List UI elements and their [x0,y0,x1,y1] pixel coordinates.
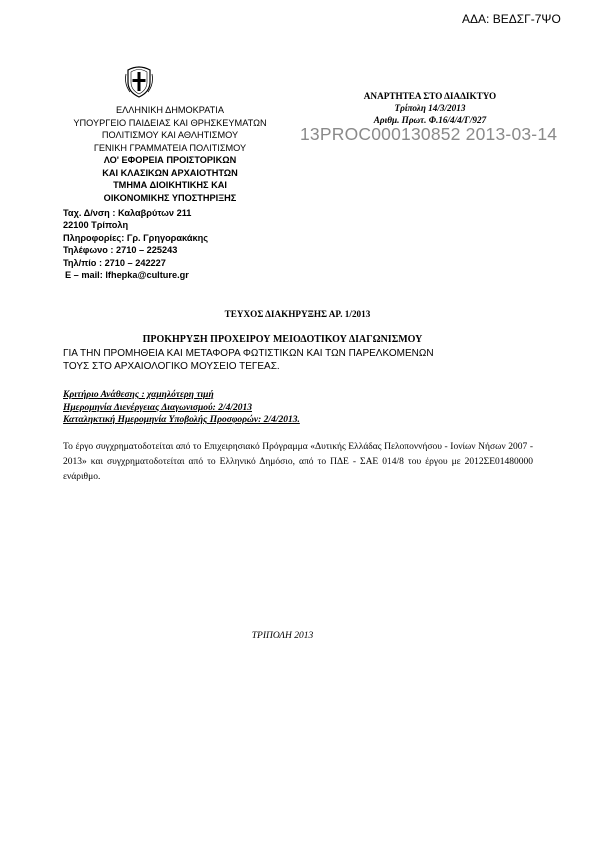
contact-phone: Τηλέφωνο : 2710 – 225243 [63,245,178,256]
header-bold-line: ΤΜΗΜΑ ΔΙΟΙΚΗΤΙΚΗΣ ΚΑΙ [113,180,227,190]
contact-address: Ταχ. Δ/νση : Καλαβρύτων 211 [63,208,192,218]
header-bold-line: ΟΙΚΟΝΟΜΙΚΗΣ ΥΠΟΣΤΗΡΙΞΗΣ [103,192,237,203]
award-criterion: Κριτήριο Ανάθεσης : χαμηλότερη τιμή [63,390,214,400]
tender-date: Ημερομηνία Διενέργειας Διαγωνισμού: 2/4/2013 [63,402,252,413]
subject-block [63,347,533,373]
contact-email: E – mail: lfhepka@culture.gr [65,270,189,281]
contact-fax: Τηλ/πίο : 2710 – 242227 [63,257,166,268]
header-line: ΓΕΝΙΚΗ ΓΡΑΜΜΑΤΕΙΑ ΠΟΛΙΤΙΣΜΟΥ [93,142,247,153]
posting-header [320,90,540,126]
header-line: ΥΠΟΥΡΓΕΙΟ ΠΑΙΔΕΙΑΣ ΚΑΙ ΘΡΗΣΚΕΥΜΑΤΩΝ [73,117,267,128]
document-date: Τρίπολη 14/3/2013 [394,103,466,113]
contact-info [63,207,208,281]
protocol-number: Αριθμ. Πρωτ. Φ.16/4/4/Γ/927 [373,115,487,125]
contact-postcode: 22100 Τρίπολη [63,220,129,231]
subject-line: ΓΙΑ ΤΗΝ ΠΡΟΜΗΘΕΙΑ ΚΑΙ ΜΕΤΑΦΟΡΑ ΦΩΤΙΣΤΙΚΩΝ ΚΑΙ ΤΩΝ ΠΑΡΕΛΚΟΜΕΝΩΝ [63,348,434,359]
footer-place-year: ΤΡΙΠΟΛΗ 2013 [251,631,314,641]
header-line: ΕΛΛΗΝΙΚΗ ΔΗΜΟΚΡΑΤΙΑ [116,105,224,115]
greek-coat-of-arms-icon [124,64,154,98]
posting-title: ΑΝΑΡΤΗΤΕΑ ΣΤΟ ΔΙΑΔΙΚΤΥΟ [363,91,497,101]
submission-deadline: Καταληκτική Ημερομηνία Υποβολής Προσφορών: 2/4/2013. [63,415,300,425]
header-bold-line: ΚΑΙ ΚΛΑΣΙΚΩΝ ΑΡΧΑΙΟΤΗΤΩΝ [102,167,238,178]
proclamation-title: ΠΡΟΚΗΡΥΞΗ ΠΡΟΧΕΙΡΟΥ ΜΕΙΟΔΟΤΙΚΟΥ ΔΙΑΓΩΝΙΣΜΟΥ [142,334,423,345]
ada-code: ΑΔΑ: ΒΕΔΣΓ-7ΨΟ [462,12,561,26]
header-line: ΠΟΛΙΤΙΣΜΟΥ ΚΑΙ ΑΘΛΗΤΙΣΜΟΥ [101,130,239,140]
criteria-block [63,389,300,427]
subject-line: ΤΟΥΣ ΣΤΟ ΑΡΧΑΙΟΛΟΓΙΚΟ ΜΟΥΣΕΙΟ ΤΕΓΕΑΣ. [63,361,280,372]
funding-paragraph: Το έργο συγχρηματοδοτείται από το Επιχειρησιακό Πρόγραμμα «Δυτικής Ελλάδας Πελοποννήσου - Ιονίων Νήσων 2007 - 2013» και συγχρηματοδοτείται από το Ελληνικό Δημόσιο, από το ΠΔΕ - ΣΑΕ 014/8 του έργου με 2012ΣΕ01480000 ενάριθμο. [63,442,533,482]
protocol-stamp: 13PROC000130852 2013-03-14 [300,124,558,144]
ministry-header [50,104,290,204]
tender-issue-number: ΤΕΥΧΟΣ ΔΙΑΚΗΡΥΞΗΣ ΑΡ. 1/2013 [224,309,371,319]
header-bold-line: ΛΟ' ΕΦΟΡΕΙΑ ΠΡΟΙΣΤΟΡΙΚΩΝ [103,155,237,165]
contact-person: Πληροφορίες: Γρ. Γρηγορακάκης [63,232,208,243]
